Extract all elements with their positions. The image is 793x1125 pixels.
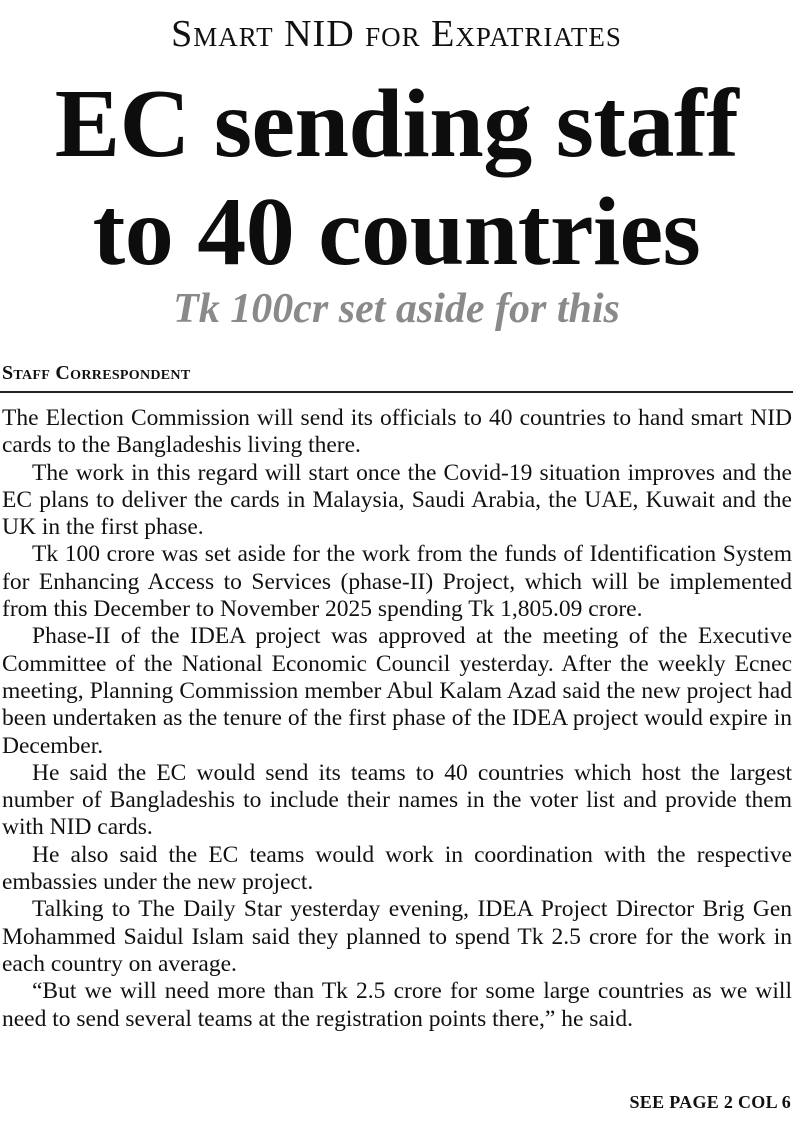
body-paragraph: Tk 100 crore was set aside for the work from the funds of Identification System for Enhancing Access to Services (phase-II) Project, which will be implemented from this December to November 2025 spending Tk 1,805.09 crore.: [2, 541, 792, 623]
body-paragraph: Phase-II of the IDEA project was approved at the meeting of the Executive Committee of the National Economic Council yesterday. After the weekly Ecnec meeting, Planning Commission member Abul Kalam Azad said the new project had been undertaken as the tenure of the first phase of the IDEA project would expire in December.: [2, 623, 792, 759]
body-paragraph: He also said the EC teams would work in coordination with the respective embassies under the new project.: [2, 841, 792, 896]
article-byline: Staff Correspondent: [2, 362, 191, 384]
body-paragraph: Talking to The Daily Star yesterday evening, IDEA Project Director Brig Gen Mohammed Saidul Islam said they planned to spend Tk 2.5 crore for the work in each country on average.: [2, 896, 792, 977]
article-headline: [0, 70, 793, 286]
body-paragraph: The Election Commission will send its officials to 40 countries to hand smart NID cards to the Bangladeshis living there.: [2, 405, 792, 459]
body-paragraph: “But we will need more than Tk 2.5 crore for some large countries as we will need to send several teams at the registration points there,” he said.: [2, 978, 792, 1032]
body-paragraph: The work in this regard will start once the Covid-19 situation improves and the EC plans to deliver the cards in Malaysia, Saudi Arabia, the UAE, Kuwait and the UK in the first phase.: [2, 459, 792, 541]
headline-line-2: to 40 countries: [92, 178, 701, 286]
continuation-jump-line: SEE PAGE 2 COL 6: [629, 1092, 791, 1112]
article-body: [2, 405, 792, 1033]
byline-divider: [0, 391, 793, 393]
headline-line-1: EC sending staff: [54, 70, 739, 178]
article-subhead: Tk 100cr set aside for this: [173, 286, 620, 332]
article-kicker: Smart NID for Expatriates: [171, 13, 622, 55]
body-paragraph: He said the EC would send its teams to 40 countries which host the largest number of Bangladeshis to include their names in the voter list and provide them with NID cards.: [2, 759, 792, 841]
